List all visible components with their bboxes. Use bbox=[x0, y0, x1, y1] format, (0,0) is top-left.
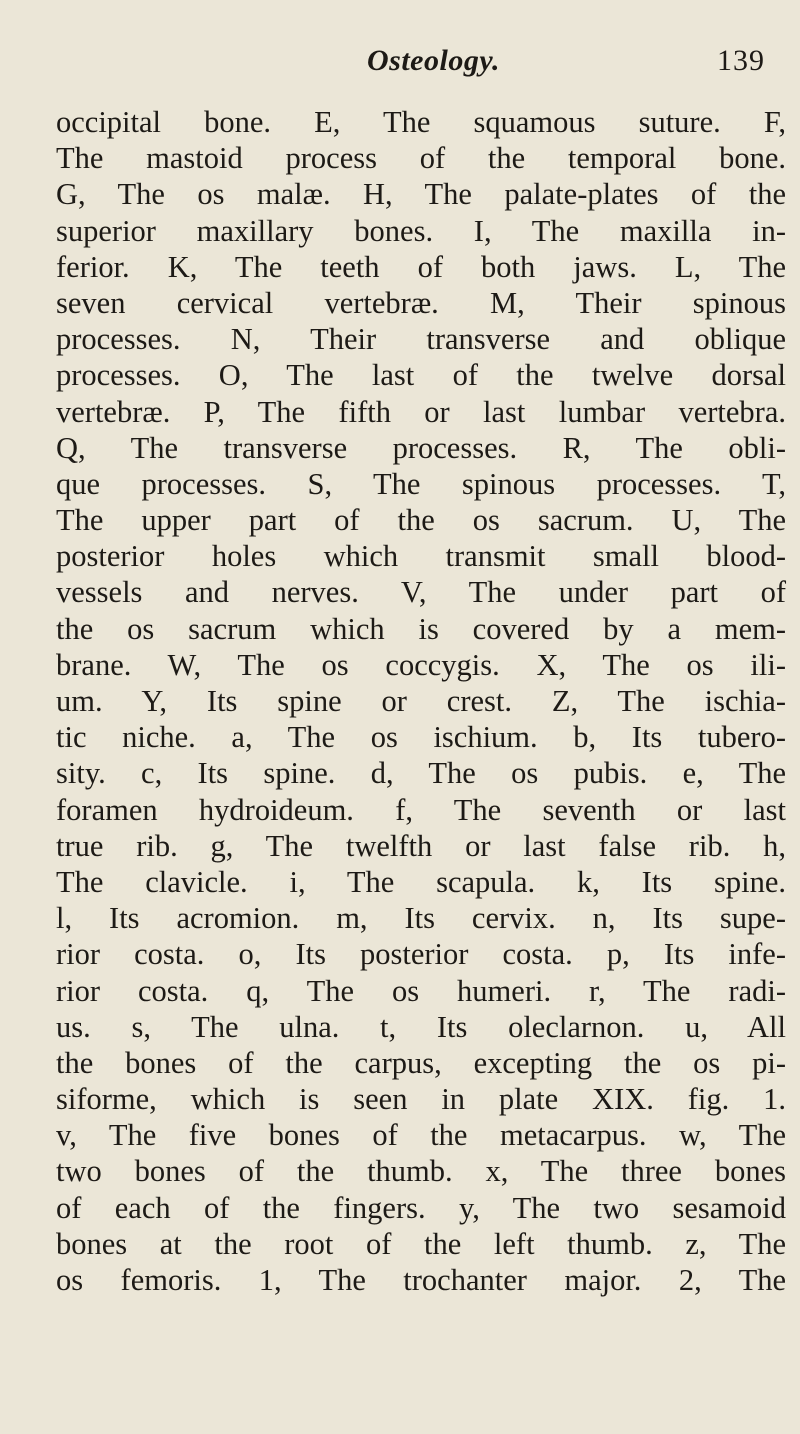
text-line: siforme, which is seen in plate XIX. fig. 1. bbox=[56, 1082, 786, 1117]
text-line: bones at the root of the left thumb. z, The bbox=[56, 1226, 786, 1261]
running-head-title: Osteology. bbox=[367, 44, 501, 77]
text-line: que processes. S, The spinous processes. T, bbox=[56, 466, 786, 501]
text-line: two bones of the thumb. x, The three bones bbox=[56, 1154, 786, 1189]
text-line: tic niche. a, The os ischium. b, Its tubero- bbox=[56, 720, 786, 755]
text-line: ferior. K, The teeth of both jaws. L, The bbox=[56, 249, 786, 284]
text-line: processes. N, Their transverse and oblique bbox=[56, 322, 786, 357]
text-line: the os sacrum which is covered by a mem- bbox=[56, 611, 786, 646]
text-line: occipital bone. E, The squamous suture. F, bbox=[56, 105, 786, 139]
running-head bbox=[0, 44, 800, 84]
text-line: foramen hydroideum. f, The seventh or last bbox=[56, 792, 786, 827]
text-line: v, The five bones of the metacarpus. w, The bbox=[56, 1118, 786, 1153]
text-line: brane. W, The os coccygis. X, The os ili- bbox=[56, 647, 786, 682]
page-number: 139 bbox=[717, 44, 765, 77]
text-line: G, The os malæ. H, The palate-plates of the bbox=[56, 177, 786, 212]
text-line: posterior holes which transmit small blood- bbox=[56, 539, 786, 574]
body-text bbox=[56, 104, 786, 1298]
text-line: rior costa. o, Its posterior costa. p, Its infe- bbox=[56, 937, 786, 972]
text-line: l, Its acromion. m, Its cervix. n, Its supe- bbox=[56, 901, 786, 936]
text-line: Q, The transverse processes. R, The obli- bbox=[56, 430, 786, 465]
text-line: the bones of the carpus, excepting the os pi- bbox=[56, 1045, 786, 1080]
text-line: The clavicle. i, The scapula. k, Its spine. bbox=[56, 864, 786, 899]
text-line: true rib. g, The twelfth or last false rib. h, bbox=[56, 828, 786, 863]
text-line: processes. O, The last of the twelve dorsal bbox=[56, 358, 786, 393]
text-line: sity. c, Its spine. d, The os pubis. e, The bbox=[56, 756, 786, 791]
text-line: seven cervical vertebræ. M, Their spinous bbox=[56, 285, 786, 320]
text-line: us. s, The ulna. t, Its oleclarnon. u, All bbox=[56, 1009, 786, 1044]
text-line: os femoris. 1, The trochanter major. 2, The bbox=[56, 1263, 786, 1297]
text-line: The upper part of the os sacrum. U, The bbox=[56, 503, 786, 538]
text-line: um. Y, Its spine or crest. Z, The ischia- bbox=[56, 684, 786, 718]
text-line: rior costa. q, The os humeri. r, The radi- bbox=[56, 973, 786, 1008]
text-line: superior maxillary bones. I, The maxilla in- bbox=[56, 213, 786, 248]
text-line: vertebræ. P, The fifth or last lumbar vertebra. bbox=[56, 394, 786, 429]
text-line: vessels and nerves. V, The under part of bbox=[56, 575, 786, 610]
text-line: of each of the fingers. y, The two sesamoid bbox=[56, 1190, 786, 1225]
text-line: The mastoid process of the temporal bone. bbox=[56, 141, 786, 176]
